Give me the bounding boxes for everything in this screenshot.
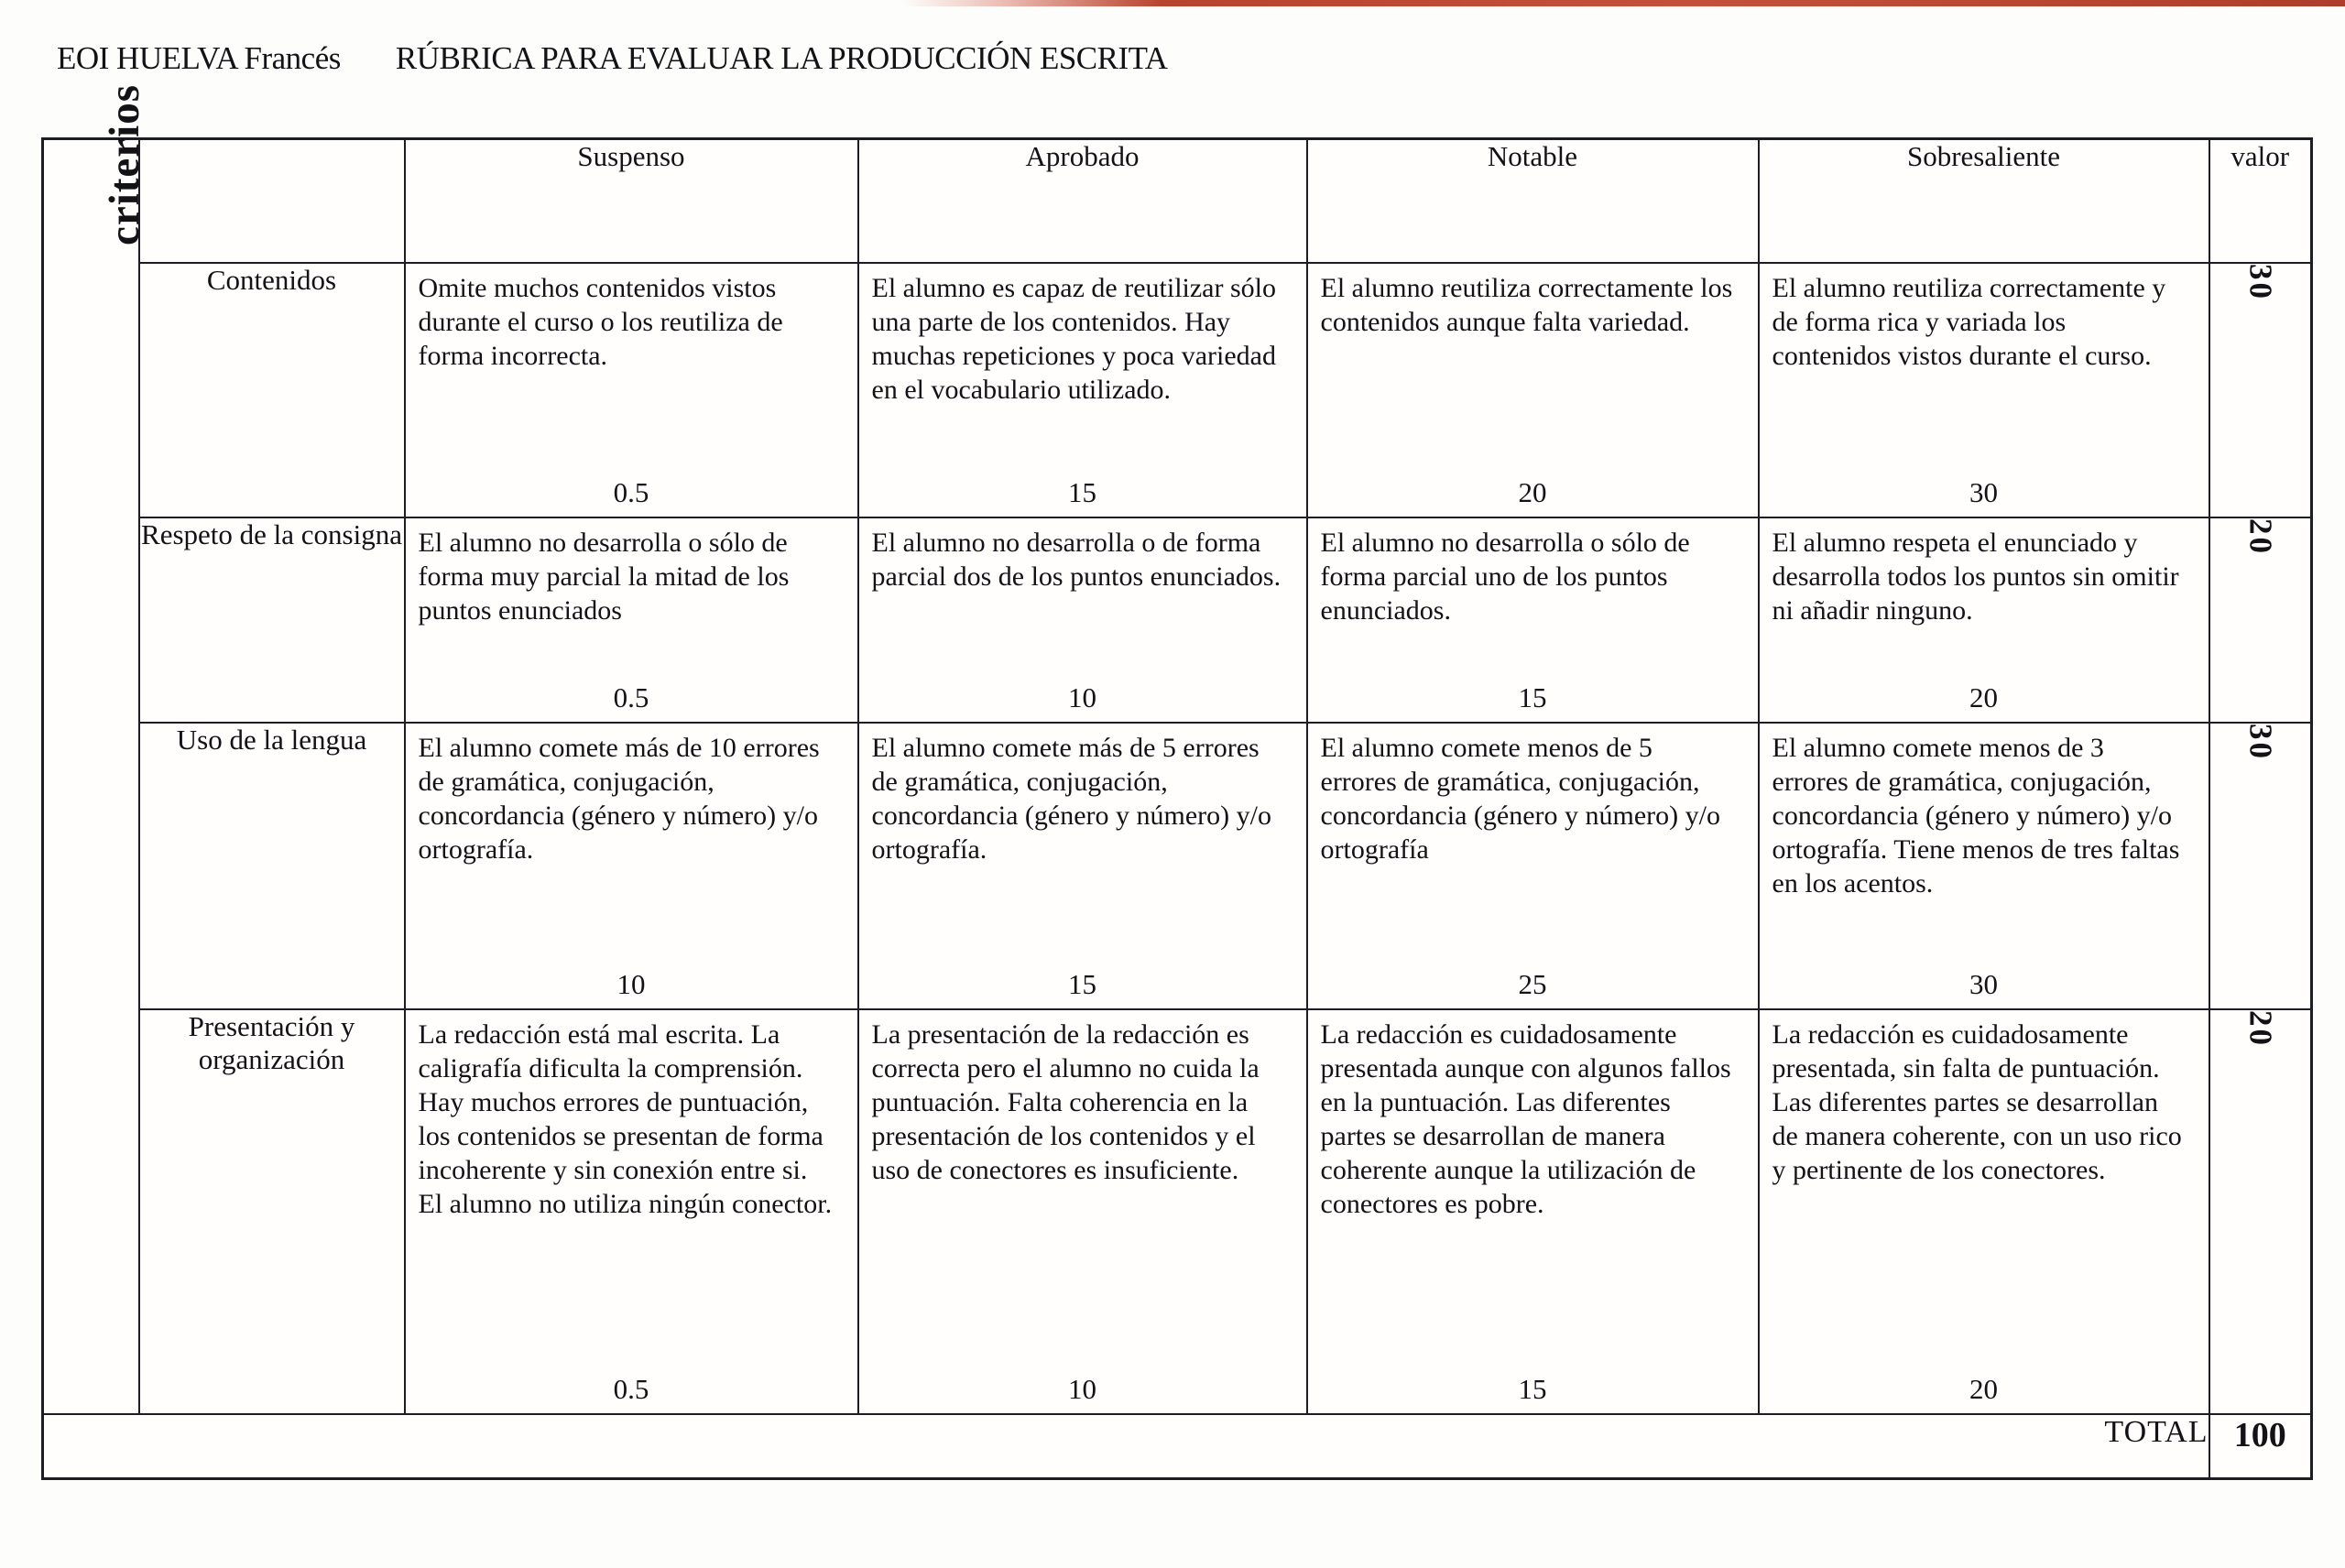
column-header-valor: valor: [2209, 139, 2312, 263]
criterios-axis-cell: [43, 83, 149, 1414]
cell-text: El alumno comete menos de 3 errores de gramática, conjugación, concordancia (género y número) y/o ortografía. Tiene menos de tres faltas en los acentos.: [1772, 732, 2180, 898]
cell-score: 10: [1068, 681, 1096, 713]
cell-text: Omite muchos contenidos vistos durante el curso o los reutiliza de forma incorrecta.: [418, 272, 783, 371]
valor-value: 20: [2242, 517, 2279, 556]
cell-text: El alumno reutiliza correctamente y de forma rica y variada los contenidos vistos durante el curso.: [1772, 272, 2166, 371]
column-header-notable: Notable: [1307, 139, 1759, 263]
cell-text: El alumno comete más de 5 errores de gramática, conjugación, concordancia (género y número) y/o ortografía.: [871, 732, 1271, 865]
cell-score: 15: [1068, 475, 1096, 508]
rubric-cell-uso-sobresaliente: [1759, 723, 2209, 1009]
cell-score: 15: [1518, 681, 1547, 713]
rubric-cell-uso-notable: [1307, 723, 1759, 1009]
cell-score: 10: [616, 967, 646, 1000]
cell-text: La presentación de la redacción es correcta pero el alumno no cuida la puntuación. Falta coherencia en la presentación de los contenidos y el uso de conectores es insuficiente.: [871, 1018, 1260, 1185]
rubric-cell-presentacion-suspenso: [405, 1009, 858, 1414]
cell-score: 10: [1068, 1372, 1096, 1405]
valor-cell-contenidos: [2209, 263, 2312, 517]
cell-text: La redacción es cuidadosamente presentada aunque con algunos fallos en la puntuación. Las diferentes partes se desarrollan de manera coherente aunque la utilización de conectores es pobre.: [1320, 1018, 1731, 1219]
valor-value: 30: [2242, 263, 2279, 301]
header-empty-cell: [139, 139, 405, 263]
cell-text: El alumno respeta el enunciado y desarrolla todos los puntos sin omitir ni añadir ninguno.: [1772, 527, 2179, 626]
rubric-cell-uso-suspenso: [405, 723, 858, 1009]
scan-artifact-red-line: [902, 0, 2345, 6]
cell-text: El alumno es capaz de reutilizar sólo una parte de los contenidos. Hay muchas repeticiones y poca variedad en el vocabulario utilizado.: [871, 272, 1276, 405]
cell-text: El alumno reutiliza correctamente los contenidos aunque falta variedad.: [1320, 272, 1733, 337]
cell-text: El alumno comete más de 10 errores de gramática, conjugación, concordancia (género y número) y/o ortografía.: [418, 732, 820, 865]
rubric-cell-presentacion-sobresaliente: [1759, 1009, 2209, 1414]
column-header-aprobado: Aprobado: [858, 139, 1307, 263]
column-header-sobresaliente: Sobresaliente: [1759, 139, 2209, 263]
cell-score: 30: [1969, 967, 1998, 1000]
rubric-cell-respeto-aprobado: [858, 517, 1307, 723]
cell-score: 25: [1518, 967, 1547, 1000]
valor-value: 30: [2242, 723, 2279, 761]
rubric-cell-presentacion-notable: [1307, 1009, 1759, 1414]
page-title: RÚBRICA PARA EVALUAR LA PRODUCCIÓN ESCRITA: [395, 40, 1168, 76]
column-header-suspenso: Suspenso: [405, 139, 858, 263]
rubric-cell-respeto-notable: [1307, 517, 1759, 723]
criterion-name-contenidos: Contenidos: [139, 263, 405, 517]
criterion-name-respeto: Respeto de la consigna: [139, 517, 405, 723]
valor-cell-uso: [2209, 723, 2312, 1009]
total-value-cell: 100: [2209, 1414, 2312, 1479]
rubric-cell-respeto-sobresaliente: [1759, 517, 2209, 723]
valor-value: 20: [2242, 1009, 2279, 1048]
cell-score: 30: [1969, 475, 1998, 508]
cell-score: 0.5: [613, 681, 649, 713]
rubric-cell-contenidos-notable: [1307, 263, 1759, 517]
cell-score: 0.5: [613, 1372, 649, 1405]
criterios-label: criterios: [101, 83, 149, 246]
cell-text: El alumno no desarrolla o sólo de forma parcial uno de los puntos enunciados.: [1320, 527, 1690, 626]
cell-text: La redacción está mal escrita. La caligrafía dificulta la comprensión. Hay muchos errores de puntuación, los contenidos se presentan de forma incoherente y sin conexión entre si. El alumno no utiliza ningún conector.: [418, 1018, 833, 1219]
rubric-cell-uso-aprobado: [858, 723, 1307, 1009]
criterion-name-uso: Uso de la lengua: [139, 723, 405, 1009]
cell-text: El alumno no desarrolla o de forma parcial dos de los puntos enunciados.: [871, 527, 1282, 592]
rubric-cell-contenidos-aprobado: [858, 263, 1307, 517]
rubric-cell-presentacion-aprobado: [858, 1009, 1307, 1414]
valor-cell-presentacion: [2209, 1009, 2312, 1414]
cell-text: El alumno comete menos de 5 errores de gramática, conjugación, concordancia (género y número) y/o ortografía: [1320, 732, 1720, 865]
cell-score: 20: [1969, 681, 1998, 713]
total-label-cell: TOTAL: [43, 1414, 2209, 1479]
cell-score: 0.5: [613, 475, 649, 508]
cell-text: La redacción es cuidadosamente presentada, sin falta de puntuación. Las diferentes partes se desarrollan de manera coherente, con un uso rico y pertinente de los conectores.: [1772, 1018, 2182, 1185]
rubric-cell-respeto-suspenso: [405, 517, 858, 723]
rubric-table: [41, 83, 2313, 1480]
rubric-cell-contenidos-sobresaliente: [1759, 263, 2209, 517]
valor-cell-respeto: [2209, 517, 2312, 723]
cell-score: 20: [1969, 1372, 1998, 1405]
school-name: EOI HUELVA Francés: [57, 40, 341, 76]
cell-score: 15: [1068, 967, 1096, 1000]
cell-score: 15: [1518, 1372, 1547, 1405]
cell-score: 20: [1518, 475, 1547, 508]
cell-text: El alumno no desarrolla o sólo de forma muy parcial la mitad de los puntos enunciados: [418, 527, 790, 626]
rubric-cell-contenidos-suspenso: [405, 263, 858, 517]
document-header: [57, 40, 1168, 77]
criterion-name-presentacion: Presentación y organización: [139, 1009, 405, 1414]
